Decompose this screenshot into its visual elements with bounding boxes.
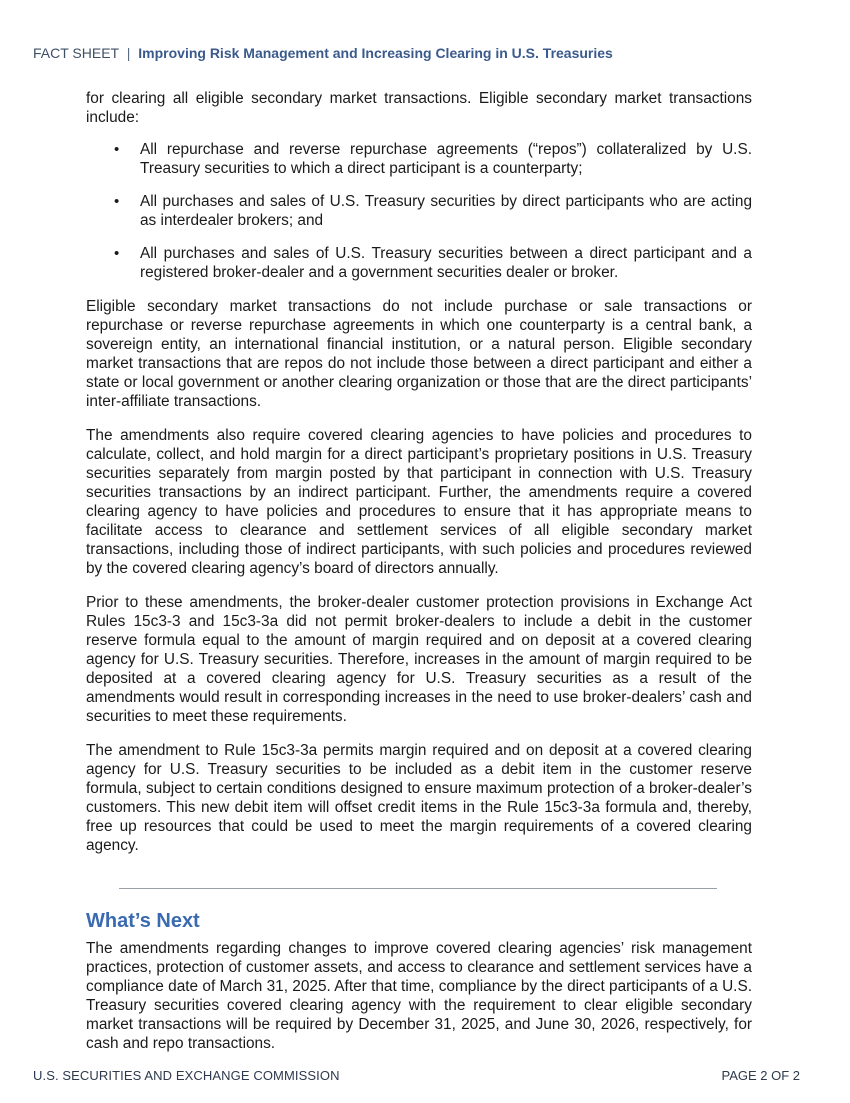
list-item-text: All purchases and sales of U.S. Treasury securities by direct participants who are acting as interdealer brokers; and <box>140 193 752 229</box>
whats-next-body: The amendments regarding changes to improve covered clearing agencies’ risk management practices, protection of customer assets, and access to clearance and settlement services have a compliance date of March 31, 2025. After that time, compliance by the direct participants of a U.S. Treasury securities covered clearing agency with the requirement to clear eligible secondary market transactions will be required by December 31, 2025, and June 30, 2026, respectively, for cash and repo transactions. <box>86 940 752 1052</box>
footer-agency: U.S. SECURITIES AND EXCHANGE COMMISSION <box>33 1068 340 1083</box>
list-item-text: All purchases and sales of U.S. Treasury securities between a direct participant and a registered broker-dealer and a government securities dealer or broker. <box>140 245 752 281</box>
list-item-text: All repurchase and reverse repurchase agreements (“repos”) collateralized by U.S. Treasury securities to which a direct participant is a counterparty; <box>140 141 752 177</box>
bullet-icon: • <box>114 193 120 210</box>
body-paragraph: The amendments also require covered clearing agencies to have policies and procedures to calculate, collect, and hold margin for a direct participant’s proprietary positions in U.S. Treasury securities separately from margin posted by that participant in connection with U.S. Treasury securities transactions by an indirect participant. Further, the amendments require a covered clearing agency to have policies and procedures to ensure that it has appropriate means to facilitate access to clearance and settlement services of all eligible secondary market transactions, including those of indirect participants, with such policies and procedures reviewed by the covered clearing agency’s board of directors annually. <box>86 427 752 577</box>
section-divider <box>119 888 717 889</box>
footer-page-number: PAGE 2 OF 2 <box>721 1068 800 1083</box>
main-content <box>86 89 752 855</box>
bullet-icon: • <box>114 245 120 262</box>
whats-next-heading: What’s Next <box>86 910 200 932</box>
list-item <box>86 244 752 282</box>
header-label: FACT SHEET <box>33 45 119 61</box>
header-separator: | <box>126 45 131 61</box>
header-title: Improving Risk Management and Increasing Clearing in U.S. Treasuries <box>138 45 613 61</box>
body-paragraph: The amendment to Rule 15c3-3a permits margin required and on deposit at a covered clearing agency for U.S. Treasury securities to be included as a debit item in the customer reserve formula, subject to certain conditions designed to ensure maximum protection of a broker-dealer’s customers. This new debit item will offset credit items in the Rule 15c3-3a formula and, thereby, free up resources that could be used to meet the margin requirements of a covered clearing agency. <box>86 742 752 854</box>
body-paragraph: Eligible secondary market transactions do not include purchase or sale transactions or repurchase or reverse repurchase agreements in which one counterparty is a central bank, a sovereign entity, an international financial institution, or a natural person. Eligible secondary market transactions that are repos do not include those between a direct participant and either a state or local government or another clearing organization or those that are the direct participants’ inter-affiliate transactions. <box>86 298 752 410</box>
transaction-list <box>86 140 752 282</box>
list-item <box>86 192 752 230</box>
intro-paragraph: for clearing all eligible secondary market transactions. Eligible secondary market transactions include: <box>86 90 752 126</box>
list-item <box>86 140 752 178</box>
page-header <box>33 45 613 61</box>
bullet-icon: • <box>114 141 120 158</box>
body-paragraph: Prior to these amendments, the broker-dealer customer protection provisions in Exchange Act Rules 15c3-3 and 15c3-3a did not permit broker-dealers to include a debit in the customer reserve formula equal to the amount of margin required and on deposit at a covered clearing agency for U.S. Treasury securities. Therefore, increases in the amount of margin required to be deposited at a covered clearing agency for U.S. Treasury securities as a result of the amendments would result in corresponding increases in the need to use broker-dealers’ cash and securities to meet these requirements. <box>86 594 752 725</box>
